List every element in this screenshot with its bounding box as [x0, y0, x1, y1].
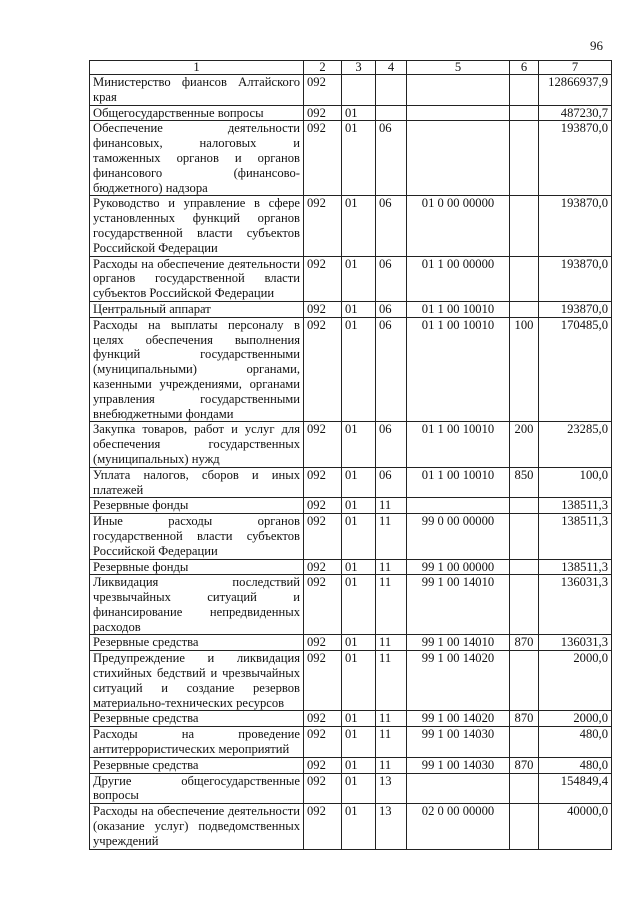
row-subsection-cell: 06: [376, 196, 407, 256]
row-expense-type-cell: [510, 256, 539, 301]
table-row: [90, 467, 612, 498]
row-section-cell: 01: [342, 635, 376, 651]
row-name-cell: Резервные фонды: [90, 498, 304, 514]
row-section-cell: 01: [342, 575, 376, 635]
row-code-cell: 092: [304, 575, 342, 635]
row-subsection-cell: 13: [376, 773, 407, 804]
row-amount-cell: 193870,0: [539, 196, 612, 256]
row-code-cell: 092: [304, 422, 342, 467]
row-section-cell: 01: [342, 651, 376, 711]
table-row: [90, 422, 612, 467]
row-expense-type-cell: 100: [510, 317, 539, 422]
row-article-cell: [407, 75, 510, 106]
row-name-cell: Расходы на обеспечение деятельности (оказание услуг) подведомственных учреждений: [90, 804, 304, 849]
table-row: [90, 575, 612, 635]
row-section-cell: 01: [342, 105, 376, 121]
row-subsection-cell: [376, 75, 407, 106]
row-subsection-cell: 11: [376, 559, 407, 575]
row-expense-type-cell: 870: [510, 757, 539, 773]
row-code-cell: 092: [304, 757, 342, 773]
row-section-cell: 01: [342, 773, 376, 804]
row-name-cell: Обеспечение деятельности финансовых, налоговых и таможенных органов и органов финансового (финансово-бюджетного) надзора: [90, 121, 304, 196]
row-article-cell: [407, 498, 510, 514]
row-name-cell: Центральный аппарат: [90, 301, 304, 317]
row-code-cell: 092: [304, 105, 342, 121]
row-subsection-cell: 11: [376, 575, 407, 635]
table-row: [90, 75, 612, 106]
row-section-cell: 01: [342, 498, 376, 514]
row-code-cell: 092: [304, 121, 342, 196]
table-row: [90, 121, 612, 196]
row-code-cell: 092: [304, 196, 342, 256]
row-code-cell: 092: [304, 256, 342, 301]
row-subsection-cell: 11: [376, 651, 407, 711]
row-article-cell: 01 1 00 10010: [407, 317, 510, 422]
row-code-cell: 092: [304, 651, 342, 711]
row-article-cell: 99 0 00 00000: [407, 514, 510, 559]
row-code-cell: 092: [304, 301, 342, 317]
row-expense-type-cell: [510, 575, 539, 635]
row-code-cell: 092: [304, 727, 342, 758]
table-row: [90, 727, 612, 758]
row-code-cell: 092: [304, 711, 342, 727]
row-amount-cell: 138511,3: [539, 559, 612, 575]
row-amount-cell: 136031,3: [539, 575, 612, 635]
row-article-cell: 99 1 00 14010: [407, 575, 510, 635]
header-cell: 3: [342, 61, 376, 75]
row-amount-cell: 138511,3: [539, 514, 612, 559]
row-article-cell: 99 1 00 14030: [407, 727, 510, 758]
row-section-cell: [342, 75, 376, 106]
table-row: [90, 196, 612, 256]
table-row: [90, 256, 612, 301]
row-name-cell: Расходы на выплаты персоналу в целях обеспечения выполнения функций государственными (муниципальными) органами, казенными учреждениями, органами управления государственными внебюджетными фондами: [90, 317, 304, 422]
row-amount-cell: 136031,3: [539, 635, 612, 651]
row-code-cell: 092: [304, 317, 342, 422]
row-article-cell: 01 1 00 10010: [407, 422, 510, 467]
row-section-cell: 01: [342, 301, 376, 317]
row-section-cell: 01: [342, 559, 376, 575]
header-cell: 1: [90, 61, 304, 75]
row-article-cell: [407, 773, 510, 804]
table-row: [90, 498, 612, 514]
row-section-cell: 01: [342, 804, 376, 849]
row-code-cell: 092: [304, 773, 342, 804]
row-section-cell: 01: [342, 422, 376, 467]
row-expense-type-cell: 870: [510, 711, 539, 727]
table-row: [90, 559, 612, 575]
row-amount-cell: 193870,0: [539, 121, 612, 196]
row-expense-type-cell: [510, 651, 539, 711]
table-row: [90, 804, 612, 849]
row-subsection-cell: 06: [376, 301, 407, 317]
row-name-cell: Резервные фонды: [90, 559, 304, 575]
row-subsection-cell: 06: [376, 422, 407, 467]
row-expense-type-cell: [510, 727, 539, 758]
row-subsection-cell: 06: [376, 317, 407, 422]
row-name-cell: Резервные средства: [90, 711, 304, 727]
row-subsection-cell: 11: [376, 498, 407, 514]
row-name-cell: Расходы на обеспечение деятельности органов государственной власти субъектов Российской Федерации: [90, 256, 304, 301]
row-code-cell: 092: [304, 467, 342, 498]
row-expense-type-cell: 870: [510, 635, 539, 651]
row-name-cell: Резервные средства: [90, 757, 304, 773]
row-name-cell: Другие общегосударственные вопросы: [90, 773, 304, 804]
row-expense-type-cell: [510, 75, 539, 106]
table-row: [90, 711, 612, 727]
row-subsection-cell: [376, 105, 407, 121]
row-name-cell: Иные расходы органов государственной власти субъектов Российской Федерации: [90, 514, 304, 559]
header-cell: 6: [510, 61, 539, 75]
row-expense-type-cell: [510, 498, 539, 514]
row-expense-type-cell: [510, 196, 539, 256]
row-code-cell: 092: [304, 804, 342, 849]
row-code-cell: 092: [304, 498, 342, 514]
row-article-cell: 01 1 00 00000: [407, 256, 510, 301]
row-expense-type-cell: 850: [510, 467, 539, 498]
row-amount-cell: 2000,0: [539, 711, 612, 727]
row-expense-type-cell: [510, 559, 539, 575]
row-article-cell: 02 0 00 00000: [407, 804, 510, 849]
row-amount-cell: 40000,0: [539, 804, 612, 849]
row-subsection-cell: 11: [376, 514, 407, 559]
row-name-cell: Руководство и управление в сфере установленных функций органов государственной власти субъектов Российской Федерации: [90, 196, 304, 256]
row-subsection-cell: 06: [376, 467, 407, 498]
row-section-cell: 01: [342, 256, 376, 301]
row-amount-cell: 170485,0: [539, 317, 612, 422]
row-article-cell: [407, 105, 510, 121]
row-name-cell: Предупреждение и ликвидация стихийных бедствий и чрезвычайных ситуаций и создание резервов материально-технических ресурсов: [90, 651, 304, 711]
table-row: [90, 757, 612, 773]
row-code-cell: 092: [304, 635, 342, 651]
header-cell: 7: [539, 61, 612, 75]
table-row: [90, 651, 612, 711]
row-article-cell: 01 1 00 10010: [407, 467, 510, 498]
row-amount-cell: 480,0: [539, 727, 612, 758]
row-name-cell: Общегосударственные вопросы: [90, 105, 304, 121]
row-amount-cell: 23285,0: [539, 422, 612, 467]
row-name-cell: Ликвидация последствий чрезвычайных ситуаций и финансирование непредвиденных расходов: [90, 575, 304, 635]
row-name-cell: Расходы на проведение антитеррористических мероприятий: [90, 727, 304, 758]
row-amount-cell: 154849,4: [539, 773, 612, 804]
row-expense-type-cell: [510, 121, 539, 196]
row-amount-cell: 138511,3: [539, 498, 612, 514]
row-amount-cell: 100,0: [539, 467, 612, 498]
row-article-cell: 01 0 00 00000: [407, 196, 510, 256]
row-name-cell: Резервные средства: [90, 635, 304, 651]
row-section-cell: 01: [342, 757, 376, 773]
row-amount-cell: 2000,0: [539, 651, 612, 711]
row-expense-type-cell: [510, 301, 539, 317]
row-article-cell: 99 1 00 14010: [407, 635, 510, 651]
row-article-cell: [407, 121, 510, 196]
row-section-cell: 01: [342, 121, 376, 196]
row-expense-type-cell: [510, 773, 539, 804]
header-cell: 4: [376, 61, 407, 75]
row-amount-cell: 480,0: [539, 757, 612, 773]
row-section-cell: 01: [342, 196, 376, 256]
row-expense-type-cell: [510, 514, 539, 559]
row-article-cell: 99 1 00 14020: [407, 711, 510, 727]
row-subsection-cell: 11: [376, 711, 407, 727]
row-code-cell: 092: [304, 75, 342, 106]
row-article-cell: 99 1 00 14020: [407, 651, 510, 711]
row-expense-type-cell: [510, 804, 539, 849]
row-section-cell: 01: [342, 467, 376, 498]
row-expense-type-cell: [510, 105, 539, 121]
row-code-cell: 092: [304, 559, 342, 575]
row-section-cell: 01: [342, 711, 376, 727]
table-row: [90, 773, 612, 804]
row-name-cell: Уплата налогов, сборов и иных платежей: [90, 467, 304, 498]
table-row: [90, 105, 612, 121]
row-subsection-cell: 11: [376, 635, 407, 651]
header-cell: 2: [304, 61, 342, 75]
table-body: [90, 75, 612, 850]
row-article-cell: 99 1 00 14030: [407, 757, 510, 773]
row-article-cell: 99 1 00 00000: [407, 559, 510, 575]
budget-table: [89, 60, 612, 850]
row-name-cell: Министерство фиансов Алтайского края: [90, 75, 304, 106]
row-subsection-cell: 11: [376, 727, 407, 758]
row-code-cell: 092: [304, 514, 342, 559]
row-subsection-cell: 11: [376, 757, 407, 773]
row-expense-type-cell: 200: [510, 422, 539, 467]
header-cell: 5: [407, 61, 510, 75]
row-amount-cell: 193870,0: [539, 301, 612, 317]
table-row: [90, 514, 612, 559]
table-row: [90, 635, 612, 651]
row-section-cell: 01: [342, 727, 376, 758]
row-subsection-cell: 06: [376, 121, 407, 196]
row-subsection-cell: 13: [376, 804, 407, 849]
header-row: [90, 61, 612, 75]
row-amount-cell: 487230,7: [539, 105, 612, 121]
row-section-cell: 01: [342, 514, 376, 559]
row-section-cell: 01: [342, 317, 376, 422]
page-number: 96: [590, 38, 603, 53]
table-row: [90, 301, 612, 317]
table-row: [90, 317, 612, 422]
row-subsection-cell: 06: [376, 256, 407, 301]
row-amount-cell: 193870,0: [539, 256, 612, 301]
row-name-cell: Закупка товаров, работ и услуг для обеспечения государственных (муниципальных) нужд: [90, 422, 304, 467]
row-amount-cell: 12866937,9: [539, 75, 612, 106]
row-article-cell: 01 1 00 10010: [407, 301, 510, 317]
